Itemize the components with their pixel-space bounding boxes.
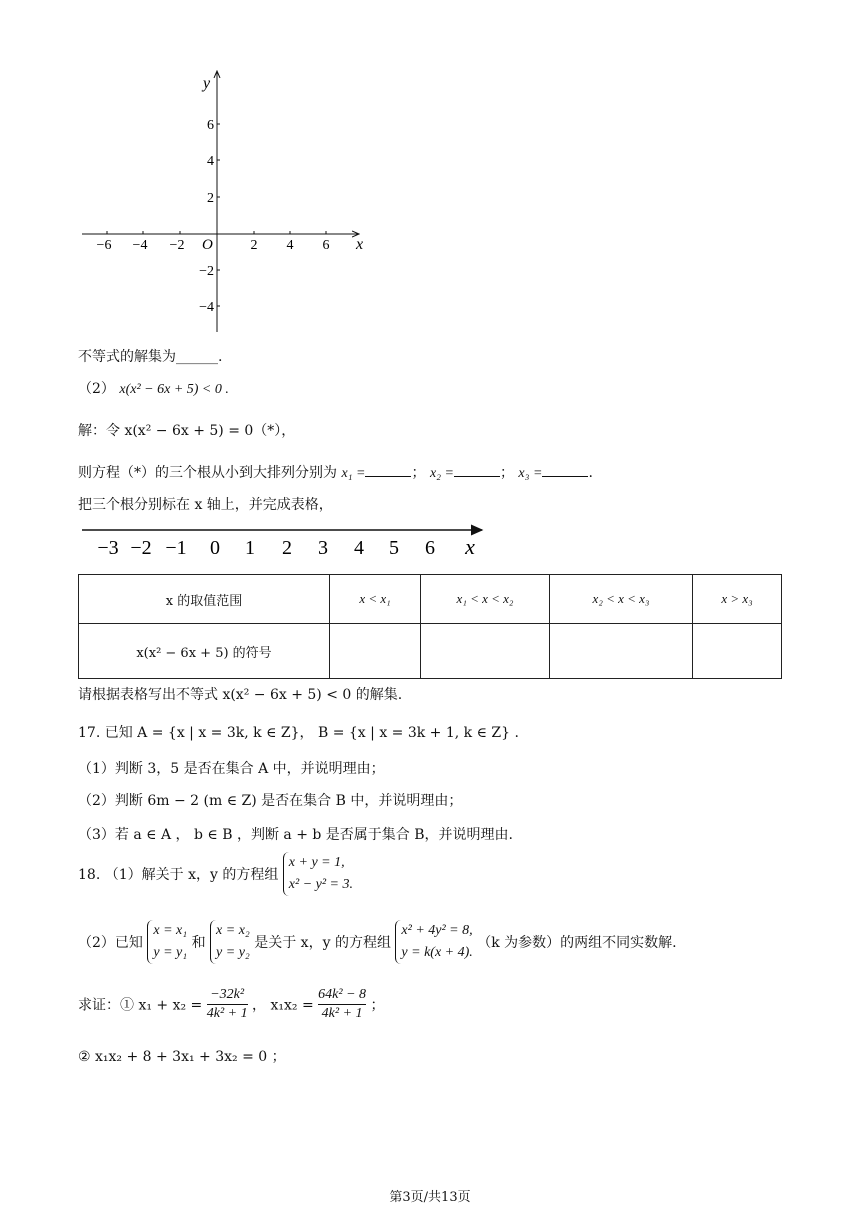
numberline-tick: 1 [245, 537, 255, 559]
proof-line-2: ② x₁x₂ + 8 + 3x₁ + 3x₂ = 0 ； [78, 1049, 286, 1065]
x-tick-label: −2 [169, 238, 185, 253]
page-footer: 第3页/共13页 [389, 1190, 471, 1205]
table-header-cell: x₁ < x < x₂ [421, 575, 550, 624]
part-label: （2） [78, 381, 115, 397]
x-tick-label: −4 [132, 238, 148, 253]
numberline-tick: 3 [318, 537, 328, 559]
mark-instruction: 把三个根分别标在 x 轴上，并完成表格， [78, 497, 333, 513]
roots-intro: 则方程（*）的三个根从小到大排列分别为 [78, 465, 337, 481]
x-tick-label: 6 [322, 238, 330, 253]
y-tick-label: 2 [207, 191, 214, 206]
origin-label: O [202, 237, 213, 253]
and-word: 和 [191, 935, 206, 951]
x3-blank[interactable] [542, 464, 588, 477]
sign-table [78, 574, 782, 679]
table-cell-empty[interactable] [550, 624, 693, 679]
q17-head: 17. 已知 A = {x | x = 3k, k ∈ Z}， B = {x | x = 3k + 1, k ∈ Z} . [78, 725, 519, 741]
equation: y = y₂ [216, 945, 250, 960]
x-axis-label: x [356, 236, 364, 253]
table-cell-empty[interactable] [330, 624, 421, 679]
number-line [78, 518, 498, 562]
q17-part3: （3）若 a ∈ A ， b ∈ B ，判断 a + b 是否属于集合 B，并说明理由. [78, 827, 513, 843]
end: . [588, 465, 593, 481]
proof-line-1 [78, 986, 384, 1023]
q17-part1: （1）判断 3，5 是否在集合 A 中，并说明理由； [78, 761, 385, 777]
solution-system-2 [210, 920, 250, 964]
solution-set-prompt: 不等式的解集为______. [78, 349, 223, 365]
equation: x² + 4y² = 8, [401, 923, 473, 938]
q18-part2-mid: 是关于 x，y 的方程组 [254, 935, 391, 951]
let-line: 解：令 x(x² − 6x + 5) = 0（*）， [78, 423, 296, 439]
equation: x = x₂ [216, 923, 250, 938]
q17-part2: （2）判断 6m − 2 (m ∈ Z) 是否在集合 B 中，并说明理由； [78, 793, 463, 809]
q18-part1 [78, 852, 353, 896]
x1-blank[interactable] [365, 464, 411, 477]
proof-pre: 求证：① x₁ + x₂ = [78, 997, 203, 1014]
fraction-denominator: 4k² + 1 [318, 1004, 366, 1023]
y-axis-label: y [203, 75, 211, 92]
x-tick-label: 4 [286, 238, 294, 253]
x2-blank[interactable] [454, 464, 500, 477]
y-tick-label: 6 [207, 118, 214, 133]
table-note: 请根据表格写出不等式 x(x² − 6x + 5) < 0 的解集. [78, 687, 403, 703]
numberline-tick: 4 [354, 537, 364, 559]
equation-system-3 [395, 920, 472, 964]
table-header-cell: x 的取值范围 [79, 575, 330, 624]
y-tick-label: −4 [199, 300, 214, 315]
q18-part2 [78, 920, 677, 964]
fraction-sum [207, 986, 248, 1023]
proof-end: ； [370, 997, 385, 1014]
numberline-tick: −2 [130, 537, 152, 559]
numberline-tick: −3 [97, 537, 119, 559]
table-header-cell: x > x₃ [693, 575, 782, 624]
x-tick-label: −6 [96, 238, 112, 253]
roots-line [78, 462, 593, 482]
fraction-numerator: −32k² [210, 987, 245, 1002]
fraction-denominator: 4k² + 1 [206, 1006, 248, 1021]
numberline-tick: 5 [389, 537, 399, 559]
table-cell-empty[interactable] [421, 624, 550, 679]
fraction-product [318, 986, 366, 1023]
numberline-tick: −1 [165, 537, 187, 559]
q18-part2-post: （k 为参数）的两组不同实数解. [477, 935, 677, 951]
table-header-row [79, 575, 782, 624]
sep: ； [499, 465, 514, 481]
table-row [79, 624, 782, 679]
proof-mid: ， x₁x₂ = [252, 997, 314, 1014]
coordinate-graph [70, 60, 380, 340]
x-tick-label: 2 [250, 238, 258, 253]
equation: x = x₁ [153, 923, 188, 938]
inequality: x(x² − 6x + 5) < 0 . [119, 382, 229, 397]
q16-part2-line [78, 378, 229, 398]
y-tick-label: 4 [207, 154, 214, 169]
fraction-numerator: 64k² − 8 [318, 987, 367, 1002]
table-cell-empty[interactable] [693, 624, 782, 679]
numberline-tick: 0 [210, 537, 220, 559]
equation: x + y = 1, [288, 855, 345, 870]
solution-system-1 [147, 920, 187, 964]
sep: ； [411, 465, 426, 481]
table-header-cell: x < x₁ [330, 575, 421, 624]
equation: y = k(x + 4). [401, 945, 473, 960]
table-header-cell: x₂ < x < x₃ [550, 575, 693, 624]
table-row-label: x(x² − 6x + 5) 的符号 [79, 624, 330, 679]
x1-label: x₁ = [341, 466, 366, 481]
q18-part2-pre: （2）已知 [78, 935, 143, 951]
y-tick-label: −2 [199, 264, 214, 279]
equation: x² − y² = 3. [288, 877, 353, 892]
numberline-x-label: x [465, 534, 475, 559]
numberline-tick: 6 [425, 537, 435, 559]
equation-system [283, 852, 353, 896]
x3-label: x₃ = [518, 466, 543, 481]
equation: y = y₁ [153, 945, 188, 960]
numberline-tick: 2 [282, 537, 292, 559]
x2-label: x₂ = [429, 466, 454, 481]
q18-part1-text: 18. （1）解关于 x，y 的方程组 [78, 867, 279, 883]
